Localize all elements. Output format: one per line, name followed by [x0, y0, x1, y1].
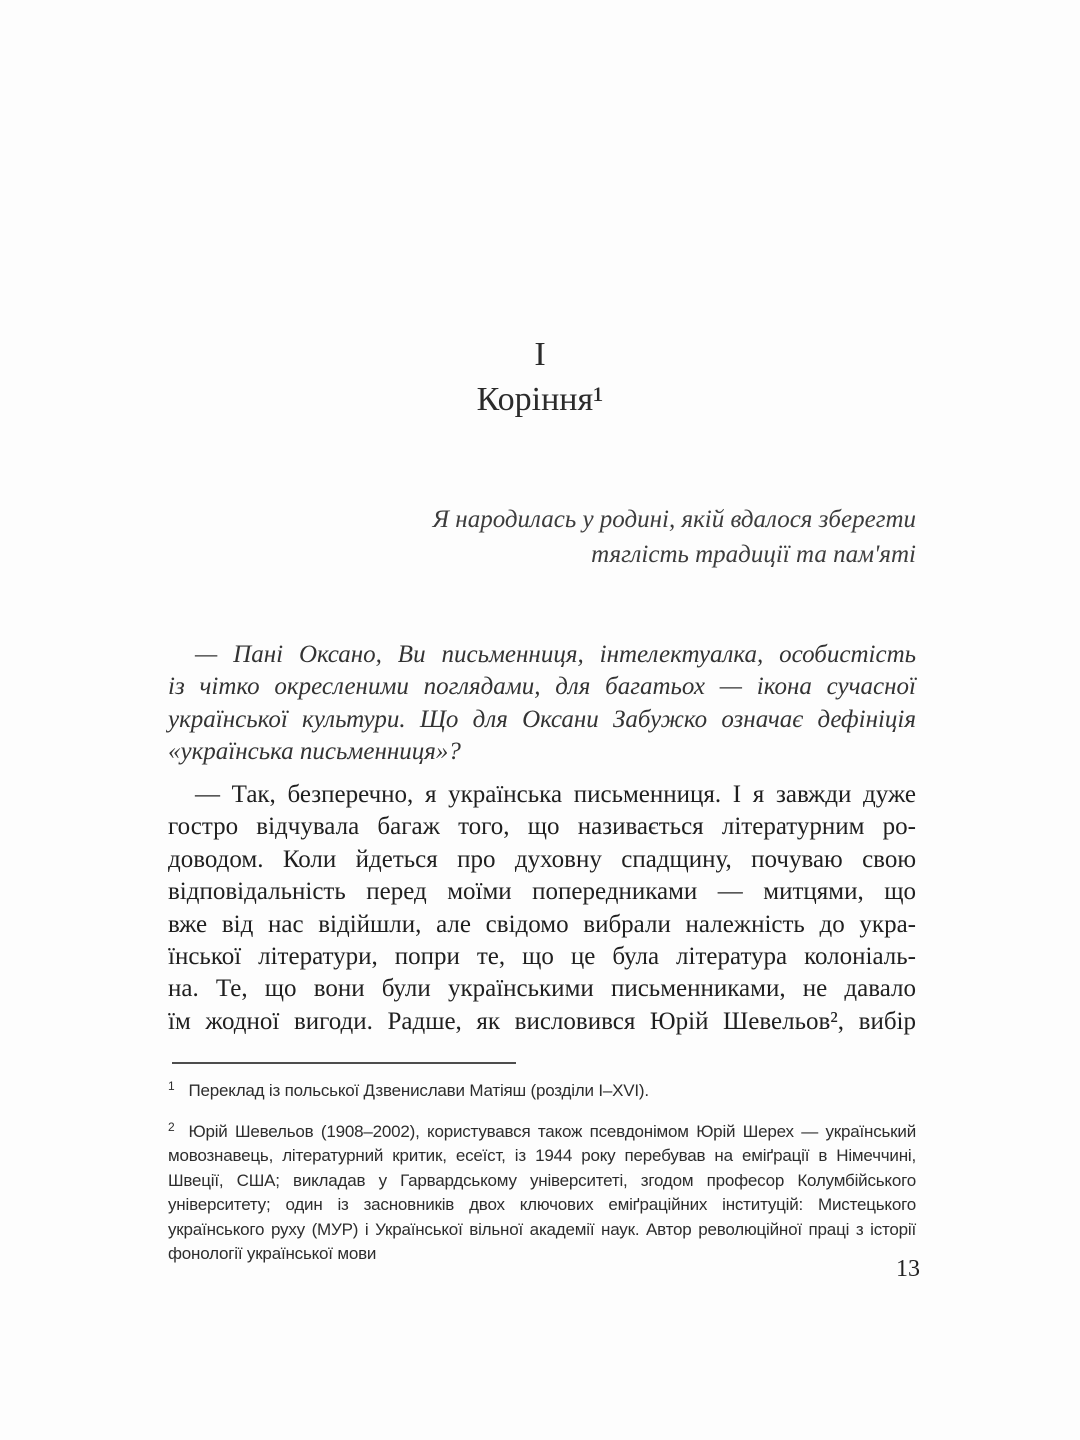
footnote-2 [168, 1115, 916, 1267]
interview-question [168, 639, 916, 769]
text-line: — Так, безперечно, я українська письменниця. І я завжди дуже [195, 781, 916, 808]
text-line: на. Те, що вони були українськими письменниками, не давало [168, 975, 916, 1003]
text-line: відповідальність перед моїми попередниками — митцями, що [168, 878, 916, 906]
text-line: «українська письменниця»? [168, 738, 461, 766]
epigraph [168, 502, 916, 572]
text-line: тяглість традиції та пам'яті [591, 541, 916, 568]
text-line: Я народилась у родині, якій вдалося зберегти [432, 506, 916, 533]
chapter-heading [0, 336, 1080, 420]
text-line: із чітко окресленими поглядами, для багатьох — ікона сучасної [168, 673, 916, 701]
text-line: вже від нас відійшли, але свідомо вибрали належність до укра- [168, 910, 916, 938]
interview-answer [168, 779, 916, 1038]
chapter-number: I [534, 336, 546, 373]
footnote-separator [172, 1062, 516, 1064]
text-line: гостро відчувала багаж того, що називається літературним ро- [168, 813, 916, 841]
footnotes [168, 1074, 916, 1278]
text-line: української культури. Що для Оксани Забужко означає дефініція [168, 705, 916, 733]
footnote-1-text: Переклад із польської Дзвенислави Матіяш (розділи I–XVI). [188, 1081, 649, 1100]
page-number: 13 [896, 1256, 920, 1282]
chapter-title: Коріння¹ [476, 381, 604, 418]
text-line: — Пані Оксано, Ви письменниця, інтелектуалка, особистість [195, 641, 916, 668]
footnote-2-marker: 2 [168, 1119, 175, 1134]
footnote-2-text: Юрій Шевельов (1908–2002), користувався також псевдонімом Юрій Шерех — український мовознавець, літературний критик, есеїст, із 1944 року перебував на еміґрації в Німеччині, Швеції, США; викладав у Гарвардському університеті, згодом професор Колумбійського університету; один із засновників двох ключових еміґраційних інституцій: Мистецького українського руху (МУР) і Української вільної академії наук. Автор революційної праці з історії фонології української мови [168, 1121, 916, 1263]
footnote-1 [168, 1074, 916, 1104]
text-line: їнської літератури, попри те, що це була література колоніаль- [168, 943, 916, 971]
text-line: доводом. Коли йдеться про духовну спадщину, почуваю свою [168, 845, 916, 873]
text-line: їм жодної вигоди. Радше, як висловився Юрій Шевельов², вибір [168, 1007, 916, 1035]
footnote-1-marker: 1 [168, 1079, 175, 1093]
